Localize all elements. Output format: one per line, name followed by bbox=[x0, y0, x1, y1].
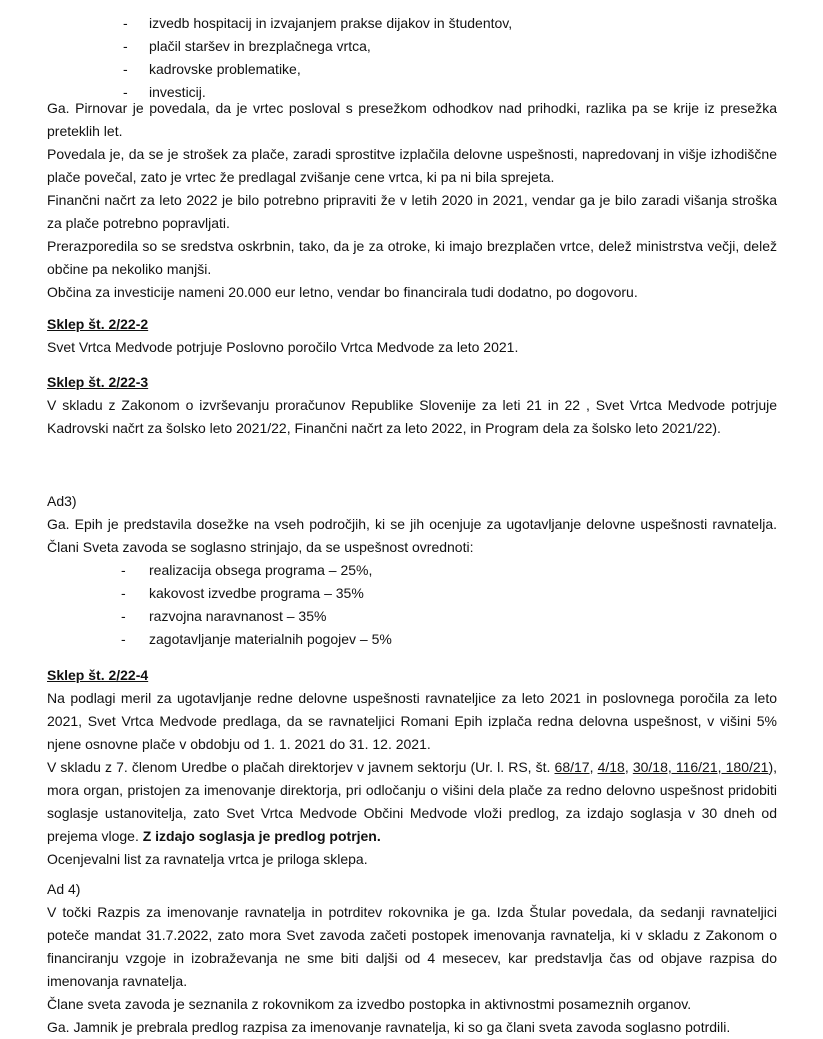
list-item: - plačil staršev in brezplačnega vrtca, bbox=[47, 35, 777, 58]
section-text: Ga. Epih je predstavila dosežke na vseh področjih, ki se jih ocenjuje za ugotavljanje delovne uspešnosti ravnatelja. Člani Sveta zavoda se soglasno strinjajo, da se uspešnost ovrednoti: bbox=[47, 516, 777, 555]
sklep-text: Ocenjevalni list za ravnatelja vrtca je priloga sklepa. bbox=[47, 851, 368, 867]
sklep-heading: Sklep št. 2/22-2 bbox=[47, 316, 149, 332]
section-title: Ad3) bbox=[47, 493, 77, 509]
gazette-ref-link[interactable]: 68/17 bbox=[554, 759, 590, 775]
ad4-section bbox=[47, 878, 777, 1039]
sklep-text: V skladu z 7. členom Uredbe o plačah direktorjev v javnem sektorju (Ur. l. RS, št. 68/17, 4/18, 30/18, 116/21, 180/21), mora organ, pristojen za imenovanje direktorja, pri odločanju o višini dela plače za redno delovno uspešnost pridobiti soglasje ustanovitelja, zato Svet Vrtca Medvode Občini Medvode vloži predlog, za izdajo soglasja v 30 dneh od prejema vloge. Z izdajo soglasja je predlog potrjen. bbox=[47, 759, 778, 844]
list-item: - izvedb hospitacij in izvajanjem prakse dijakov in študentov, bbox=[47, 12, 777, 35]
text-span: V skladu z 7. členom Uredbe o plačah direktorjev v javnem sektorju (Ur. l. RS, št. bbox=[47, 759, 555, 775]
sklep-text: Na podlagi meril za ugotavljanje redne delovne uspešnosti ravnateljice za leto 2021 in poslovnega poročila za leto 2021, Svet Vrtca Medvode predlaga, da se ravnateljici Romani Epih izplača redna delovna uspešnost, v višini 5% njene osnovne plače v obdobju od 1. 1. 2021 do 31. 12. 2021. bbox=[47, 690, 777, 752]
sklep-4-section bbox=[47, 664, 777, 871]
list-item: - investicij. bbox=[47, 81, 777, 104]
list-item: - realizacija obsega programa – 25%, bbox=[47, 559, 777, 582]
list-item: - kadrovske problematike, bbox=[47, 58, 777, 81]
sklep-heading: Sklep št. 2/22-4 bbox=[47, 667, 149, 683]
intro-paragraph: Prerazporedila so se sredstva oskrbnin, tako, da je za otroke, ki imajo brezplačen vrtce, delež ministrstva večji, delež občine pa nekoliko manjši. bbox=[47, 238, 777, 277]
section-text: Člane sveta zavoda je seznanila z rokovnikom za izvedbo postopka in aktivnostmi posameznih organov. bbox=[47, 996, 692, 1012]
gazette-ref-link[interactable]: 4/18 bbox=[597, 759, 625, 775]
sklep-2-section bbox=[47, 313, 777, 359]
section-title: Ad 4) bbox=[47, 881, 81, 897]
intro-paragraph: Povedala je, da se je strošek za plače, zaradi sprostitve izplačila delovne uspešnosti, napredovanj in višje izhodiščne plače povečal, zato je vrtec že predlagal zvišanje cene vrtca, ki pa ni bila sprejeta. bbox=[47, 146, 777, 185]
intro-paragraph: Ga. Pirnovar je povedala, da je vrtec posloval s presežkom odhodkov nad prihodki, razlika pa se krije iz presežka preteklih let. bbox=[47, 100, 777, 139]
sklep-heading: Sklep št. 2/22-3 bbox=[47, 374, 149, 390]
intro-paragraph: Občina za investicije nameni 20.000 eur letno, vendar bo financirala tudi dodatno, po dogovoru. bbox=[47, 284, 638, 300]
list-item: - razvojna naravnanost – 35% bbox=[47, 605, 777, 628]
top-bullet-list bbox=[47, 12, 777, 104]
sklep-text: Svet Vrtca Medvode potrjuje Poslovno poročilo Vrtca Medvode za leto 2021. bbox=[47, 339, 519, 355]
section-text: Ga. Jamnik je prebrala predlog razpisa za imenovanje ravnatelja, ki so ga člani sveta zavoda soglasno potrdili. bbox=[47, 1019, 731, 1035]
sklep-text: V skladu z Zakonom o izvrševanju proračunov Republike Slovenije za leti 21 in 22 , Svet Vrtca Medvode potrjuje Kadrovski načrt za šolsko leto 2021/22, Finančni načrt za leto 2022, in Program dela za šolsko leto 2021/22). bbox=[47, 397, 777, 436]
gazette-ref-link[interactable]: 30/18, 116/21, 180/21 bbox=[632, 759, 769, 775]
sklep-3-section bbox=[47, 371, 777, 440]
bold-statement: Z izdajo soglasja je predlog potrjen. bbox=[142, 828, 381, 844]
list-item: - kakovost izvedbe programa – 35% bbox=[47, 582, 777, 605]
criteria-list bbox=[47, 559, 777, 651]
list-item: - zagotavljanje materialnih pogojev – 5% bbox=[47, 628, 777, 651]
intro-paragraph: Finančni načrt za leto 2022 je bilo potrebno pripraviti že v letih 2020 in 2021, vendar ga je bilo zaradi višanja stroška za plače potrebno popravljati. bbox=[47, 192, 777, 231]
intro-section bbox=[47, 97, 777, 304]
text-span: ), mora organ, pristojen za imenovanje direktorja, pri odločanju o višini dela plače za redno delovno uspešnost pridobiti soglasje ustanovitelja, zato Svet Vrtca Medvode Občini Medvode vloži predlog, za izdajo soglasja v 30 dneh od prejema vloge. bbox=[47, 759, 778, 844]
section-text: V točki Razpis za imenovanje ravnatelja in potrditev rokovnika je ga. Izda Štular povedala, da sedanji ravnateljici poteče mandat 31.7.2022, zato mora Svet zavoda začeti postopek imenovanja ravnatelja, ki v skladu z Zakonom o financiranju vzgoje in izobraževanja ne sme biti daljši od 4 mesecev, kar predstavlja čas od objave razpisa do imenovanja ravnatelja. bbox=[47, 904, 777, 989]
ad3-section bbox=[47, 490, 777, 651]
